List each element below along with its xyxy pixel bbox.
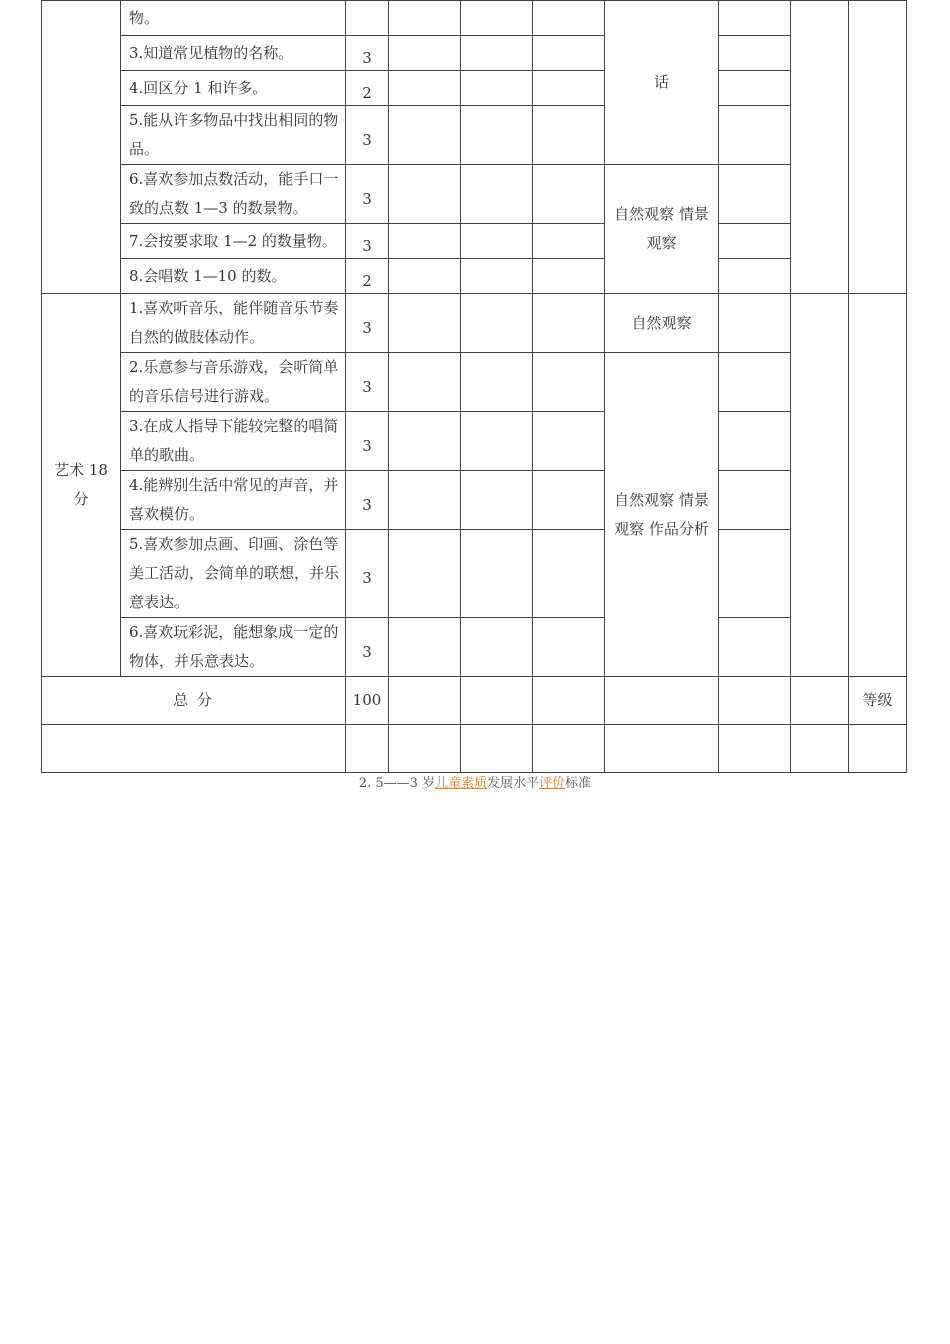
item-text: 5.喜欢参加点画、印画、涂色等美工活动，会简单的联想，并乐意表达。 <box>121 530 346 618</box>
table-row <box>42 36 907 71</box>
caption-link-evaluation[interactable]: 评价 <box>539 776 566 791</box>
evaluation-table <box>41 0 907 773</box>
table-row <box>42 471 907 530</box>
score-cell: 3 <box>346 471 389 530</box>
score-cell: 3 <box>346 106 389 165</box>
item-text: 4.能辨别生活中常见的声音，并喜欢模仿。 <box>121 471 346 530</box>
caption-prefix: 2. 5——3 岁 <box>358 776 436 791</box>
score-cell <box>346 1 389 36</box>
total-score: 100 <box>346 677 389 725</box>
score-cell: 3 <box>346 618 389 677</box>
table-row <box>42 618 907 677</box>
table-row <box>42 530 907 618</box>
score-cell: 3 <box>346 36 389 71</box>
item-text: 物。 <box>121 1 346 36</box>
item-text: 3.在成人指导下能较完整的唱简单的歌曲。 <box>121 412 346 471</box>
table-row <box>42 71 907 106</box>
score-cell: 3 <box>346 224 389 259</box>
table-row <box>42 259 907 294</box>
method-cell: 话 <box>605 1 719 165</box>
method-cell: 自然观察 情景观察 <box>605 165 719 294</box>
score-cell: 3 <box>346 530 389 618</box>
table-row <box>42 1 907 36</box>
item-text: 6.喜欢参加点数活动，能手口一致的点数 1—3 的数景物。 <box>121 165 346 224</box>
grade-label: 等级 <box>849 677 907 725</box>
table-row <box>42 294 907 353</box>
table-row <box>42 725 907 773</box>
score-cell: 3 <box>346 294 389 353</box>
score-cell: 3 <box>346 353 389 412</box>
table-row <box>42 412 907 471</box>
caption-suffix: 标准 <box>565 776 592 791</box>
total-label: 总 分 <box>42 677 346 725</box>
score-cell: 3 <box>346 412 389 471</box>
score-cell: 3 <box>346 165 389 224</box>
caption-middle: 发展水平 <box>487 776 540 791</box>
item-text: 5.能从许多物品中找出相同的物品。 <box>121 106 346 165</box>
table-row <box>42 353 907 412</box>
item-text: 7.会按要求取 1—2 的数量物。 <box>121 224 346 259</box>
item-text: 3.知道常见植物的名称。 <box>121 36 346 71</box>
category-art: 艺术 18 分 <box>42 294 121 677</box>
method-cell: 自然观察 情景观察 作品分析 <box>605 353 719 677</box>
item-text: 1.喜欢听音乐，能伴随音乐节奏自然的做肢体动作。 <box>121 294 346 353</box>
table-row <box>42 106 907 165</box>
item-text: 2.乐意参与音乐游戏，会听简单的音乐信号进行游戏。 <box>121 353 346 412</box>
table-row <box>42 165 907 224</box>
total-row <box>42 677 907 725</box>
table-row <box>42 224 907 259</box>
score-cell: 2 <box>346 71 389 106</box>
item-text: 4.回区分 1 和许多。 <box>121 71 346 106</box>
score-cell: 2 <box>346 259 389 294</box>
category-cell-prev <box>42 1 121 294</box>
item-text: 8.会唱数 1—10 的数。 <box>121 259 346 294</box>
method-cell: 自然观察 <box>605 294 719 353</box>
caption <box>0 774 950 794</box>
item-text: 6.喜欢玩彩泥，能想象成一定的物体，并乐意表达。 <box>121 618 346 677</box>
caption-link-children-quality[interactable]: 儿童素质 <box>435 776 488 791</box>
